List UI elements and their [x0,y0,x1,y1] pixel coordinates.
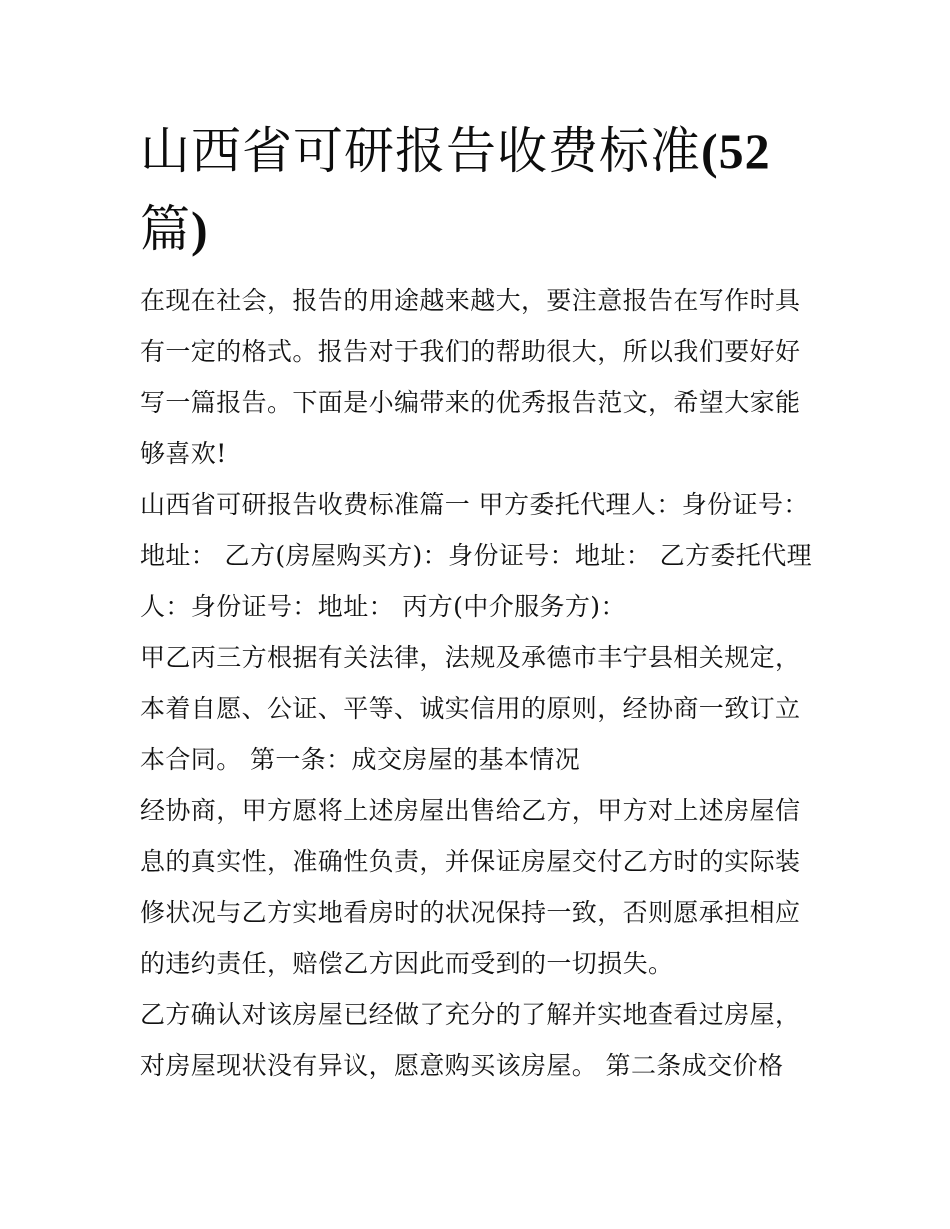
paragraph-buyer-confirmation: 乙方确认对该房屋已经做了充分的了解并实地查看过房屋，对房屋现状没有异议，愿意购买该房屋。 第二条成交价格 [140,1000,801,1080]
title-suffix: (52 [701,123,771,179]
document-body [140,275,820,1091]
title-line2-char: 篇 [140,200,191,258]
title-line2-paren: ) [191,201,209,257]
title-main: 山西省可研报告收费标准 [140,122,701,180]
paragraph-seller-guarantee: 经协商，甲方愿将上述房屋出售给乙方，甲方对上述房屋信息的真实性，准确性负责，并保证房屋交付乙方时的实际装修状况与乙方实地看房时的状况保持一致，否则愿承担相应的违约责任，赔偿乙方因此而受到的一切损失。 [140,796,801,978]
document-title [140,112,820,268]
paragraph-agreement: 甲乙丙三方根据有关法律，法规及承德市丰宁县相关规定，本着自愿、公证、平等、诚实信用的原则，经协商一致订立本合同。 第一条：成交房屋的基本情况 [140,643,801,774]
paragraph-parties: 山西省可研报告收费标准篇一 甲方委托代理人：身份证号：地址： 乙方(房屋购买方)：身份证号：地址： 乙方委托代理人：身份证号：地址： 丙方(中介服务方)： [140,490,813,621]
paragraph-intro: 在现在社会，报告的用途越来越大，要注意报告在写作时具有一定的格式。报告对于我们的帮助很大，所以我们要好好写一篇报告。下面是小编带来的优秀报告范文，希望大家能够喜欢! [140,286,801,468]
